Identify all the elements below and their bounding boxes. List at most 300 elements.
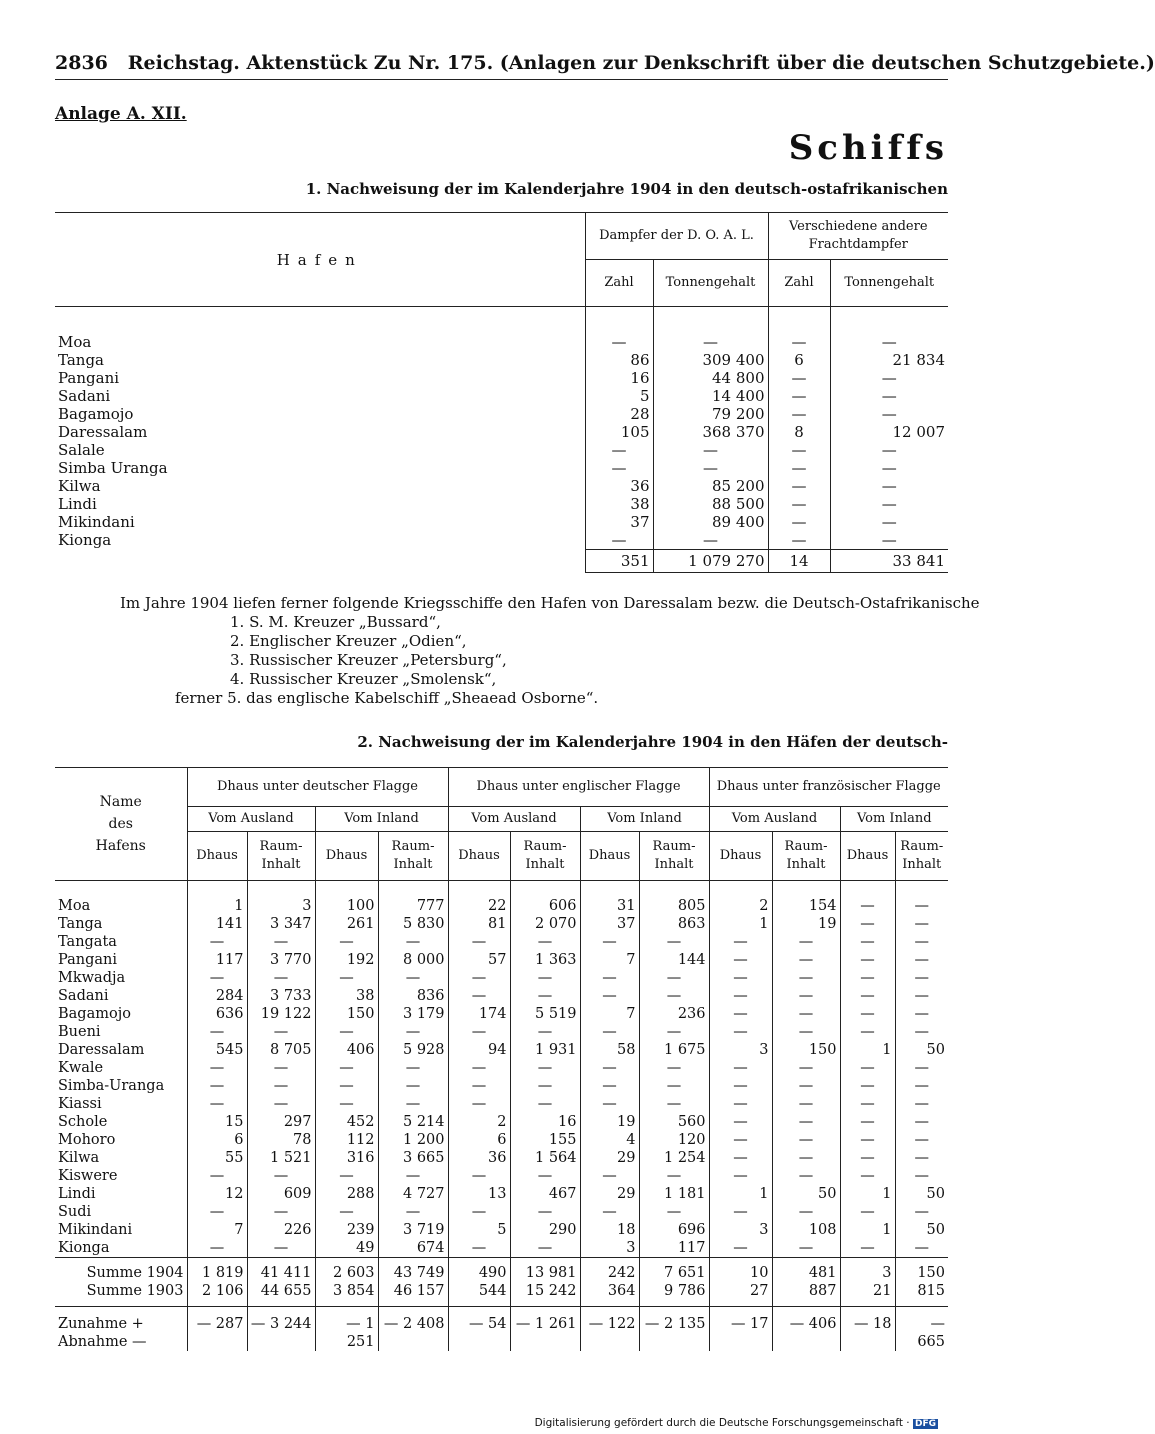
zahl-doal: 37 <box>585 513 653 531</box>
dhaus-count: — <box>580 933 639 951</box>
zahl-other: — <box>768 495 830 513</box>
dhaus-count: 364 <box>580 1282 639 1307</box>
hafen-name: Mkwadja <box>58 970 126 986</box>
raum-inhalt: 4 727 <box>378 1185 448 1203</box>
change-row <box>55 1307 948 1352</box>
dhaus-count: 31 <box>580 897 639 915</box>
dhaus-count: 192 <box>315 951 378 969</box>
dhaus-count: — <box>709 1077 772 1095</box>
hafen-name: Kiswere <box>58 1168 118 1184</box>
table-row <box>55 1077 948 1095</box>
sub-dhaus: Dhaus <box>187 832 247 881</box>
dhaus-count: 58 <box>580 1041 639 1059</box>
raum-inhalt: 8 000 <box>378 951 448 969</box>
note-intro: Im Jahre 1904 liefen ferner folgende Kriegsschiffe den Hafen von Daressalam bezw. die Deutsch-Ostafrikanische <box>120 594 980 612</box>
table-row <box>55 1239 948 1258</box>
dhaus-count: — <box>709 951 772 969</box>
zahl-other: — <box>768 513 830 531</box>
dhaus-count: — <box>709 1113 772 1131</box>
tonnen-doal: 14 400 <box>653 387 768 405</box>
zahl-doal: — <box>585 459 653 477</box>
dhaus-count: — <box>315 969 378 987</box>
raum-inhalt: 120 <box>639 1131 709 1149</box>
hafen-name: Kilwa <box>58 1150 100 1166</box>
dhaus-change: — 1 251 <box>315 1307 378 1352</box>
page-number: 2836 <box>55 52 108 74</box>
change-label <box>55 1307 187 1352</box>
raum-inhalt: 674 <box>378 1239 448 1258</box>
hafen-name: Tanga <box>58 351 104 369</box>
dhaus-count: 6 <box>187 1131 247 1149</box>
raum-inhalt: — <box>510 1077 580 1095</box>
sub-ausland: Vom Ausland <box>187 807 315 832</box>
dhaus-count: 6 <box>448 1131 510 1149</box>
dhaus-count: — <box>709 1131 772 1149</box>
raum-inhalt: — <box>895 1113 948 1131</box>
total-zahl-doal: 351 <box>585 550 653 573</box>
hafen-name: Moa <box>58 333 92 351</box>
sub-dhaus: Dhaus <box>580 832 639 881</box>
raum-inhalt: — <box>639 1023 709 1041</box>
dhaus-count: 2 <box>448 1113 510 1131</box>
dhaus-count: — <box>448 1077 510 1095</box>
hafen-name: Summe 1903 <box>55 1282 187 1307</box>
raum-inhalt: — <box>772 1239 840 1258</box>
raum-inhalt: — <box>895 1167 948 1185</box>
dhaus-count: 112 <box>315 1131 378 1149</box>
raum-inhalt: 815 <box>895 1282 948 1307</box>
tonnen-doal: — <box>653 459 768 477</box>
table-section2 <box>55 767 948 1351</box>
dhaus-count: — <box>448 1167 510 1185</box>
hafen-name: Moa <box>58 898 91 914</box>
total-zahl-other: 14 <box>768 550 830 573</box>
raum-inhalt: — <box>772 951 840 969</box>
tonnen-other: — <box>830 441 948 459</box>
dhaus-count: 288 <box>315 1185 378 1203</box>
tonnen-doal: 85 200 <box>653 477 768 495</box>
table-row <box>55 495 948 513</box>
footer <box>535 1417 938 1429</box>
dhaus-count: — <box>315 1059 378 1077</box>
tonnen-other: — <box>830 531 948 550</box>
dhaus-count: 3 <box>709 1221 772 1239</box>
raum-inhalt: 155 <box>510 1131 580 1149</box>
hafen-name: Daressalam <box>58 423 148 441</box>
dhaus-count: 284 <box>187 987 247 1005</box>
table-row <box>55 477 948 495</box>
sub-dhaus: Dhaus <box>448 832 510 881</box>
dhaus-count: — <box>315 1023 378 1041</box>
dhaus-count: — <box>840 1077 895 1095</box>
raum-change: — 406 <box>772 1307 840 1352</box>
raum-inhalt: 560 <box>639 1113 709 1131</box>
col-name-line: des <box>108 816 133 832</box>
dhaus-count: 27 <box>709 1282 772 1307</box>
raum-inhalt: 5 214 <box>378 1113 448 1131</box>
hafen-name: Tangata <box>58 934 117 950</box>
raum-inhalt: — <box>895 1005 948 1023</box>
dhaus-count: — <box>709 1239 772 1258</box>
hafen-name: Summe 1904 <box>55 1258 187 1283</box>
sub-ausland: Vom Ausland <box>448 807 580 832</box>
dfg-logo: DFG <box>914 1419 936 1429</box>
dhaus-count: — <box>187 1203 247 1221</box>
dhaus-count: 2 603 <box>315 1258 378 1283</box>
raum-inhalt: — <box>378 1167 448 1185</box>
sub-raum: Raum-Inhalt <box>639 832 709 881</box>
sub-raum: Raum-Inhalt <box>378 832 448 881</box>
sub-zahl: Zahl <box>585 260 653 307</box>
table-row <box>55 987 948 1005</box>
dhaus-count: — <box>580 1059 639 1077</box>
table-row <box>55 933 948 951</box>
dhaus-count: 1 <box>709 915 772 933</box>
dhaus-count: 174 <box>448 1005 510 1023</box>
dhaus-count: 3 854 <box>315 1282 378 1307</box>
sub-dhaus: Dhaus <box>840 832 895 881</box>
dhaus-count: — <box>840 915 895 933</box>
anlage-label: Anlage A. XII. <box>55 104 187 124</box>
raum-inhalt: — <box>247 1095 315 1113</box>
sub-tonnen: Tonnengehalt <box>830 260 948 307</box>
dhaus-count: 7 <box>187 1221 247 1239</box>
sub-raum: Raum-Inhalt <box>772 832 840 881</box>
raum-inhalt: — <box>247 1239 315 1258</box>
table-row <box>55 351 948 369</box>
dhaus-count: — <box>580 969 639 987</box>
raum-inhalt: — <box>895 1077 948 1095</box>
raum-inhalt: 297 <box>247 1113 315 1131</box>
raum-inhalt: 78 <box>247 1131 315 1149</box>
dhaus-count: 1 <box>187 897 247 915</box>
tonnen-doal: 309 400 <box>653 351 768 369</box>
dhaus-count: 13 <box>448 1185 510 1203</box>
note-item: 3. Russischer Kreuzer „Petersburg“, <box>230 651 507 669</box>
raum-inhalt: — <box>639 1095 709 1113</box>
raum-inhalt: — <box>895 969 948 987</box>
dhaus-count: — <box>187 1077 247 1095</box>
zahl-other: — <box>768 405 830 423</box>
dhaus-count: — <box>580 1203 639 1221</box>
group-other: Verschiedene andere Frachtdampfer <box>768 213 948 260</box>
dhaus-count: — <box>840 933 895 951</box>
dhaus-count: 94 <box>448 1041 510 1059</box>
hafen-name: Lindi <box>58 495 97 513</box>
raum-inhalt: 3 347 <box>247 915 315 933</box>
raum-inhalt: — <box>895 915 948 933</box>
raum-inhalt: 1 200 <box>378 1131 448 1149</box>
dhaus-count: — <box>840 1131 895 1149</box>
tonnen-doal: 79 200 <box>653 405 768 423</box>
zahl-doal: 16 <box>585 369 653 387</box>
raum-inhalt: 7 651 <box>639 1258 709 1283</box>
dhaus-count: — <box>187 1023 247 1041</box>
dhaus-count: — <box>315 1167 378 1185</box>
table-row <box>55 1185 948 1203</box>
dhaus-count: 545 <box>187 1041 247 1059</box>
dhaus-count: — <box>709 1059 772 1077</box>
dhaus-count: — <box>709 933 772 951</box>
note-item: 4. Russischer Kreuzer „Smolensk“, <box>230 670 497 688</box>
raum-inhalt: — <box>247 933 315 951</box>
raum-inhalt: 5 928 <box>378 1041 448 1059</box>
dhaus-count: 261 <box>315 915 378 933</box>
hafen-name: Lindi <box>58 1186 96 1202</box>
zahl-doal: 5 <box>585 387 653 405</box>
raum-inhalt: 836 <box>378 987 448 1005</box>
raum-inhalt: 150 <box>895 1258 948 1283</box>
hafen-name: Kilwa <box>58 477 101 495</box>
dhaus-count: — <box>448 1095 510 1113</box>
raum-inhalt: 50 <box>895 1041 948 1059</box>
dhaus-count: — <box>448 987 510 1005</box>
hafen-name: Mikindani <box>58 513 135 531</box>
raum-inhalt: — <box>510 1059 580 1077</box>
raum-inhalt: — <box>895 1203 948 1221</box>
raum-inhalt: — <box>639 1203 709 1221</box>
dhaus-count: 57 <box>448 951 510 969</box>
sub-dhaus: Dhaus <box>315 832 378 881</box>
raum-inhalt: — <box>510 1095 580 1113</box>
table-row <box>55 1221 948 1239</box>
raum-inhalt: 16 <box>510 1113 580 1131</box>
dhaus-count: 452 <box>315 1113 378 1131</box>
dhaus-count: 1 819 <box>187 1258 247 1283</box>
raum-inhalt: 1 363 <box>510 951 580 969</box>
sub-inland: Vom Inland <box>315 807 448 832</box>
raum-inhalt: 3 179 <box>378 1005 448 1023</box>
zahl-doal: — <box>585 531 653 550</box>
dhaus-count: 636 <box>187 1005 247 1023</box>
dhaus-count: — <box>709 1023 772 1041</box>
raum-inhalt: 2 070 <box>510 915 580 933</box>
dhaus-count: 49 <box>315 1239 378 1258</box>
group-doal: Dampfer der D. O. A. L. <box>585 213 768 260</box>
dhaus-count: — <box>580 1167 639 1185</box>
raum-inhalt: — <box>378 1203 448 1221</box>
zahl-doal: — <box>585 441 653 459</box>
raum-inhalt: 5 519 <box>510 1005 580 1023</box>
raum-change: — 3 244 <box>247 1307 315 1352</box>
raum-inhalt: — <box>510 1167 580 1185</box>
tonnen-doal: — <box>653 333 768 351</box>
table-row <box>55 441 948 459</box>
sum-row <box>55 1282 948 1307</box>
sub-tonnen: Tonnengehalt <box>653 260 768 307</box>
dhaus-change: — 18 <box>840 1307 895 1352</box>
hafen-name: Daressalam <box>58 1042 145 1058</box>
dhaus-count: 38 <box>315 987 378 1005</box>
dhaus-count: — <box>840 1023 895 1041</box>
table-row <box>55 915 948 933</box>
hafen-name: Tanga <box>58 916 103 932</box>
dhaus-count: 239 <box>315 1221 378 1239</box>
dhaus-count: 37 <box>580 915 639 933</box>
dhaus-count: 3 <box>709 1041 772 1059</box>
dhaus-count: 19 <box>580 1113 639 1131</box>
tonnen-other: — <box>830 333 948 351</box>
dhaus-count: — <box>709 1005 772 1023</box>
raum-inhalt: 41 411 <box>247 1258 315 1283</box>
zahl-doal: 105 <box>585 423 653 441</box>
dhaus-count: 21 <box>840 1282 895 1307</box>
col-name-line: Name <box>99 794 142 810</box>
raum-inhalt: — <box>247 1203 315 1221</box>
dhaus-count: — <box>840 987 895 1005</box>
hafen-name: Simba Uranga <box>58 459 168 477</box>
tonnen-other: — <box>830 369 948 387</box>
dhaus-count: — <box>840 1095 895 1113</box>
col-name-line: Hafens <box>95 838 146 854</box>
raum-inhalt: — <box>772 1203 840 1221</box>
group-french: Dhaus unter französischer Flagge <box>709 768 948 807</box>
raum-inhalt: 108 <box>772 1221 840 1239</box>
dhaus-count: 3 <box>840 1258 895 1283</box>
dhaus-count: — <box>580 1023 639 1041</box>
dhaus-count: 15 <box>187 1113 247 1131</box>
dhaus-count: — <box>448 1203 510 1221</box>
header-rule <box>55 79 948 80</box>
tonnen-other: 12 007 <box>830 423 948 441</box>
raum-inhalt: 1 564 <box>510 1149 580 1167</box>
dhaus-count: 242 <box>580 1258 639 1283</box>
raum-inhalt: 606 <box>510 897 580 915</box>
raum-inhalt: — <box>772 1095 840 1113</box>
dhaus-count: 12 <box>187 1185 247 1203</box>
dhaus-count: 81 <box>448 915 510 933</box>
col-hafen: Hafen <box>55 213 585 307</box>
raum-inhalt: — <box>639 1167 709 1185</box>
table-row <box>55 459 948 477</box>
raum-inhalt: 144 <box>639 951 709 969</box>
dhaus-count: — <box>448 1059 510 1077</box>
table-row <box>55 897 948 915</box>
raum-inhalt: 50 <box>895 1221 948 1239</box>
tonnen-doal: 89 400 <box>653 513 768 531</box>
raum-inhalt: — <box>510 987 580 1005</box>
dhaus-count: — <box>840 951 895 969</box>
zahl-doal: 38 <box>585 495 653 513</box>
dhaus-count: — <box>448 1239 510 1258</box>
raum-inhalt: — <box>510 1023 580 1041</box>
section1-title: 1. Nachweisung der im Kalenderjahre 1904 in den deutsch-ostafrikanischen <box>305 180 948 198</box>
raum-inhalt: 3 665 <box>378 1149 448 1167</box>
dhaus-count: — <box>709 1167 772 1185</box>
hafen-name: Pangani <box>58 952 117 968</box>
sub-raum: Raum-Inhalt <box>895 832 948 881</box>
dhaus-change: — 17 <box>709 1307 772 1352</box>
dhaus-count: — <box>315 1077 378 1095</box>
zahl-other: — <box>768 459 830 477</box>
raum-inhalt: — <box>895 1239 948 1258</box>
hafen-name: Sadani <box>58 387 111 405</box>
sub-ausland: Vom Ausland <box>709 807 840 832</box>
raum-inhalt: — <box>378 1023 448 1041</box>
tonnen-doal: — <box>653 441 768 459</box>
raum-inhalt: — <box>895 1023 948 1041</box>
raum-inhalt: 15 242 <box>510 1282 580 1307</box>
raum-inhalt: — <box>510 969 580 987</box>
tonnen-other: — <box>830 513 948 531</box>
table-row <box>55 951 948 969</box>
zahl-other: — <box>768 369 830 387</box>
total-tonnen-other: 33 841 <box>830 550 948 573</box>
dhaus-count: 406 <box>315 1041 378 1059</box>
dhaus-change: — 287 <box>187 1307 247 1352</box>
raum-inhalt: — <box>378 1095 448 1113</box>
raum-inhalt: — <box>895 987 948 1005</box>
tonnen-other: — <box>830 495 948 513</box>
dhaus-count: — <box>840 1059 895 1077</box>
dhaus-count: — <box>448 933 510 951</box>
raum-inhalt: — <box>247 1059 315 1077</box>
raum-inhalt: — <box>510 1239 580 1258</box>
tonnen-other: — <box>830 459 948 477</box>
raum-inhalt: — <box>772 1131 840 1149</box>
raum-inhalt: — <box>378 933 448 951</box>
raum-inhalt: 19 122 <box>247 1005 315 1023</box>
dhaus-count: 29 <box>580 1185 639 1203</box>
hafen-name: Sudi <box>58 1204 92 1220</box>
raum-inhalt: 887 <box>772 1282 840 1307</box>
tonnen-doal: 368 370 <box>653 423 768 441</box>
raum-inhalt: — <box>247 969 315 987</box>
dhaus-count: — <box>580 987 639 1005</box>
zahl-doal: 36 <box>585 477 653 495</box>
sub-inland: Vom Inland <box>580 807 709 832</box>
note-item: 1. S. M. Kreuzer „Bussard“, <box>230 613 441 631</box>
raum-inhalt: 1 181 <box>639 1185 709 1203</box>
raum-inhalt: 226 <box>247 1221 315 1239</box>
total-row <box>55 550 948 573</box>
zahl-other: — <box>768 333 830 351</box>
table-row <box>55 1005 948 1023</box>
total-tonnen-doal: 1 079 270 <box>653 550 768 573</box>
raum-inhalt: — <box>895 1059 948 1077</box>
dhaus-count: 2 106 <box>187 1282 247 1307</box>
dhaus-count: 29 <box>580 1149 639 1167</box>
group-german: Dhaus unter deutscher Flagge <box>187 768 448 807</box>
dhaus-count: — <box>187 1095 247 1113</box>
table-row <box>55 1131 948 1149</box>
dhaus-count: 316 <box>315 1149 378 1167</box>
hafen-name: Kionga <box>58 531 112 550</box>
change-label-plus: Zunahme + <box>58 1316 144 1332</box>
dhaus-count: — <box>580 1077 639 1095</box>
zahl-other: — <box>768 531 830 550</box>
tonnen-doal: — <box>653 531 768 550</box>
dhaus-count: 150 <box>315 1005 378 1023</box>
dhaus-count: 4 <box>580 1131 639 1149</box>
hafen-name: Sadani <box>58 988 109 1004</box>
table-row <box>55 513 948 531</box>
section2-title: 2. Nachweisung der im Kalenderjahre 1904 in den Häfen der deutsch- <box>357 733 948 751</box>
dhaus-count: — <box>709 1095 772 1113</box>
raum-inhalt: 1 254 <box>639 1149 709 1167</box>
raum-change: — 665 <box>895 1307 948 1352</box>
zahl-other: 8 <box>768 423 830 441</box>
dhaus-count: — <box>187 1239 247 1258</box>
sum-row <box>55 1258 948 1283</box>
dhaus-count: 7 <box>580 1005 639 1023</box>
table-row <box>55 1203 948 1221</box>
table-row <box>55 1023 948 1041</box>
raum-inhalt: — <box>510 933 580 951</box>
dhaus-count: — <box>840 1239 895 1258</box>
sub-raum: Raum-Inhalt <box>510 832 580 881</box>
dhaus-count: — <box>580 1095 639 1113</box>
